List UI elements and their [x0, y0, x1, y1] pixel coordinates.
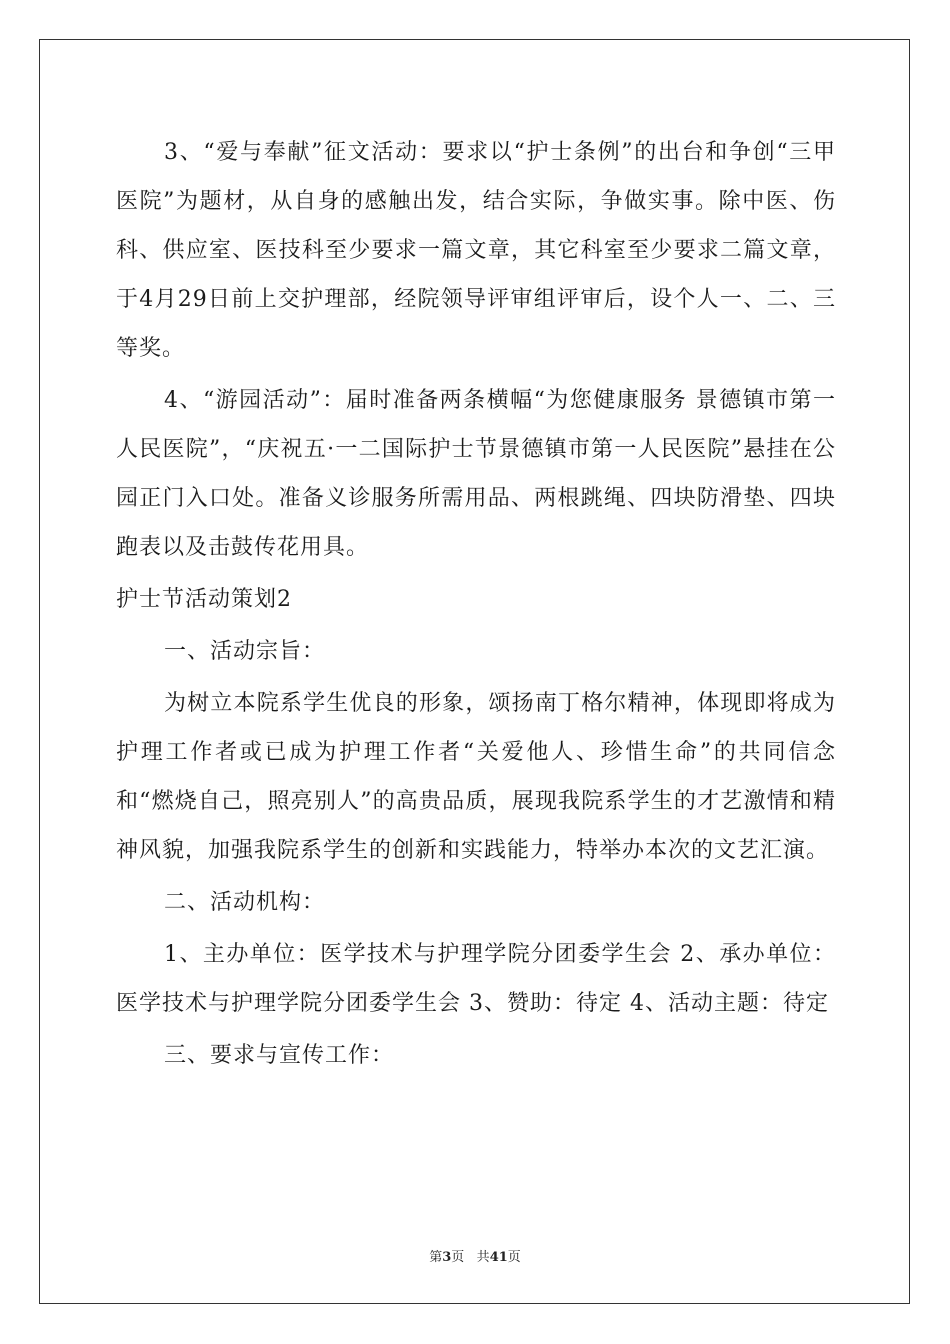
paragraph-activity-organization: 1、主办单位：医学技术与护理学院分团委学生会 2、承办单位：医学技术与护理学院分团委学生会 3、赞助：待定 4、活动主题：待定	[116, 942, 836, 1016]
page-footer	[0, 1246, 950, 1265]
heading-activity-organization: 二、活动机构：	[164, 890, 326, 915]
page-prefix: 第	[429, 1250, 443, 1265]
document-body	[116, 128, 836, 1083]
page-number: 3	[442, 1250, 452, 1265]
paragraph-essay-activity: 3、“爱与奉献”征文活动：要求以“护士条例”的出台和争创“三甲医院”为题材，从自身的感触出发，结合实际，争做实事。除中医、伤科、供应室、医技科至少要求一篇文章，其它科室至少要求二篇文章，于4月29日前上交护理部，经院领导评审组评审后，设个人一、二、三等奖。	[116, 140, 836, 361]
paragraph-garden-activity: 4、“游园活动”：届时准备两条横幅“为您健康服务 景德镇市第一人民医院”，“庆祝五·一二国际护士节景德镇市第一人民医院”悬挂在公园正门入口处。准备义诊服务所需用品、两根跳绳、四块防滑垫、四块跑表以及击鼓传花用具。	[116, 388, 836, 560]
total-suffix: 页	[507, 1250, 521, 1265]
total-prefix: 共	[476, 1250, 490, 1265]
total-pages: 41	[489, 1250, 508, 1265]
page-suffix: 页	[451, 1250, 465, 1265]
paragraph-activity-purpose: 为树立本院系学生优良的形象，颂扬南丁格尔精神，体现即将成为护理工作者或已成为护理工作者“关爱他人、珍惜生命”的共同信念和“燃烧自己，照亮别人”的高贵品质，展现我院系学生的才艺激情和精神风貌，加强我院系学生的创新和实践能力，特举办本次的文艺汇演。	[116, 691, 836, 863]
section-heading-plan-2: 护士节活动策划2	[116, 587, 292, 612]
heading-activity-purpose: 一、活动宗旨：	[164, 639, 326, 664]
heading-requirements-publicity: 三、要求与宣传工作：	[164, 1043, 395, 1068]
